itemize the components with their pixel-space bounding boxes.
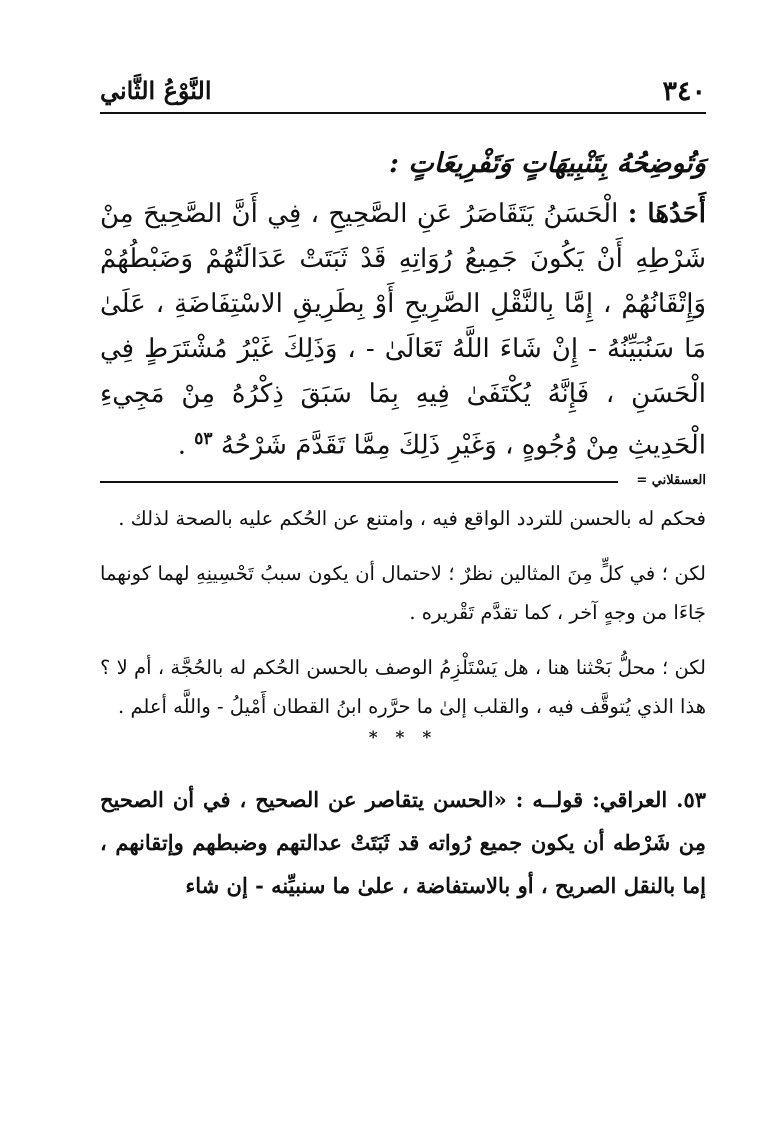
commentary-paragraph: لكن ؛ محلُّ بَحْثنا هنا ، هل يَسْتَلْزِمُ الوصف بالحسن الحُكم له بالحُجَّة ، أم لا ؟ هذا الذي يُتوقَّف فيه ، والقلب إلىٰ ما حرَّره ابنُ القطان أَمْيلُ - واللَّه أعلم . [100, 655, 706, 718]
first-note-label: أَحَدُهَا : [627, 199, 707, 229]
divider-line [100, 481, 618, 483]
section-heading: وَتُوضِحُهُ بِتَنْبِيهَاتٍ وَتَفْرِيعَاتٍ : [389, 148, 706, 179]
main-paragraph [100, 192, 706, 469]
commentary-author-label: العسقلاني = [636, 472, 706, 488]
footnote-reference: ٥٣ [194, 429, 213, 449]
commentary-divider [100, 473, 706, 491]
chapter-title: النَّوْعُ الثَّاني [100, 76, 212, 105]
page-header [100, 70, 706, 114]
book-page [100, 70, 706, 907]
page-number: ٣٤٠ [662, 76, 706, 107]
main-end-mark: . [177, 430, 187, 461]
section-separator: * * * [368, 727, 438, 748]
commentary-paragraph: فحكم له بالحسن للتردد الواقع فيه ، وامتنع عن الحُكم عليه بالصحة لذلك . [118, 506, 706, 530]
footnote-text: ٥٣. العراقي: قولــه : «الحسن يتقاصر عن الصحيح ، في أن الصحيح مِن شَرْطه أن يكون جميع رُواته قد ثَبَتَتْ عدالتهم وضبطهم وإتقانهم ، إما بالنقل الصريح ، أو بالاستفاضة ، علىٰ ما سنبيِّنه - إن شاء [100, 786, 706, 898]
main-body-text: الْحَسَنُ يَتَقَاصَرُ عَنِ الصَّحِيحِ ، فِي أَنَّ الصَّحِيحَ مِنْ شَرْطِهِ أَنْ يَكُونَ جَمِيعُ رُوَاتِهِ قَدْ ثَبَتَتْ عَدَالَتُهُمْ وَضَبْطُهُمْ وَإِتْقَانُهُمْ ، إِمَّا بِالنَّقْلِ الصَّرِيحِ أَوْ بِطَرِيقِ الاسْتِفَاضَةِ ، عَلَىٰ مَا سَنُبَيِّنُهُ - إِنْ شَاءَ اللَّهُ تَعَالَىٰ - ، وَذَلِكَ غَيْرُ مُشْتَرَطٍ فِي الْحَسَنِ ، فَإِنَّهُ يُكْتَفَىٰ فِيهِ بِمَا سَبَقَ ذِكْرُهُ مِنْ مَجِيءِ الْحَدِيثِ مِنْ وُجُوهٍ ، وَغَيْرِ ذَلِكَ مِمَّا تَقَدَّمَ شَرْحُهُ [100, 199, 706, 461]
commentary-paragraph: لكن ؛ في كلٍّ مِنَ المثالين نظرٌ ؛ لاحتمال أن يكون سببُ تَحْسِينِهِ لهما كونهما جَاءَا من وجهٍ آخر ، كما تقدَّم تَقْريره . [100, 561, 706, 624]
